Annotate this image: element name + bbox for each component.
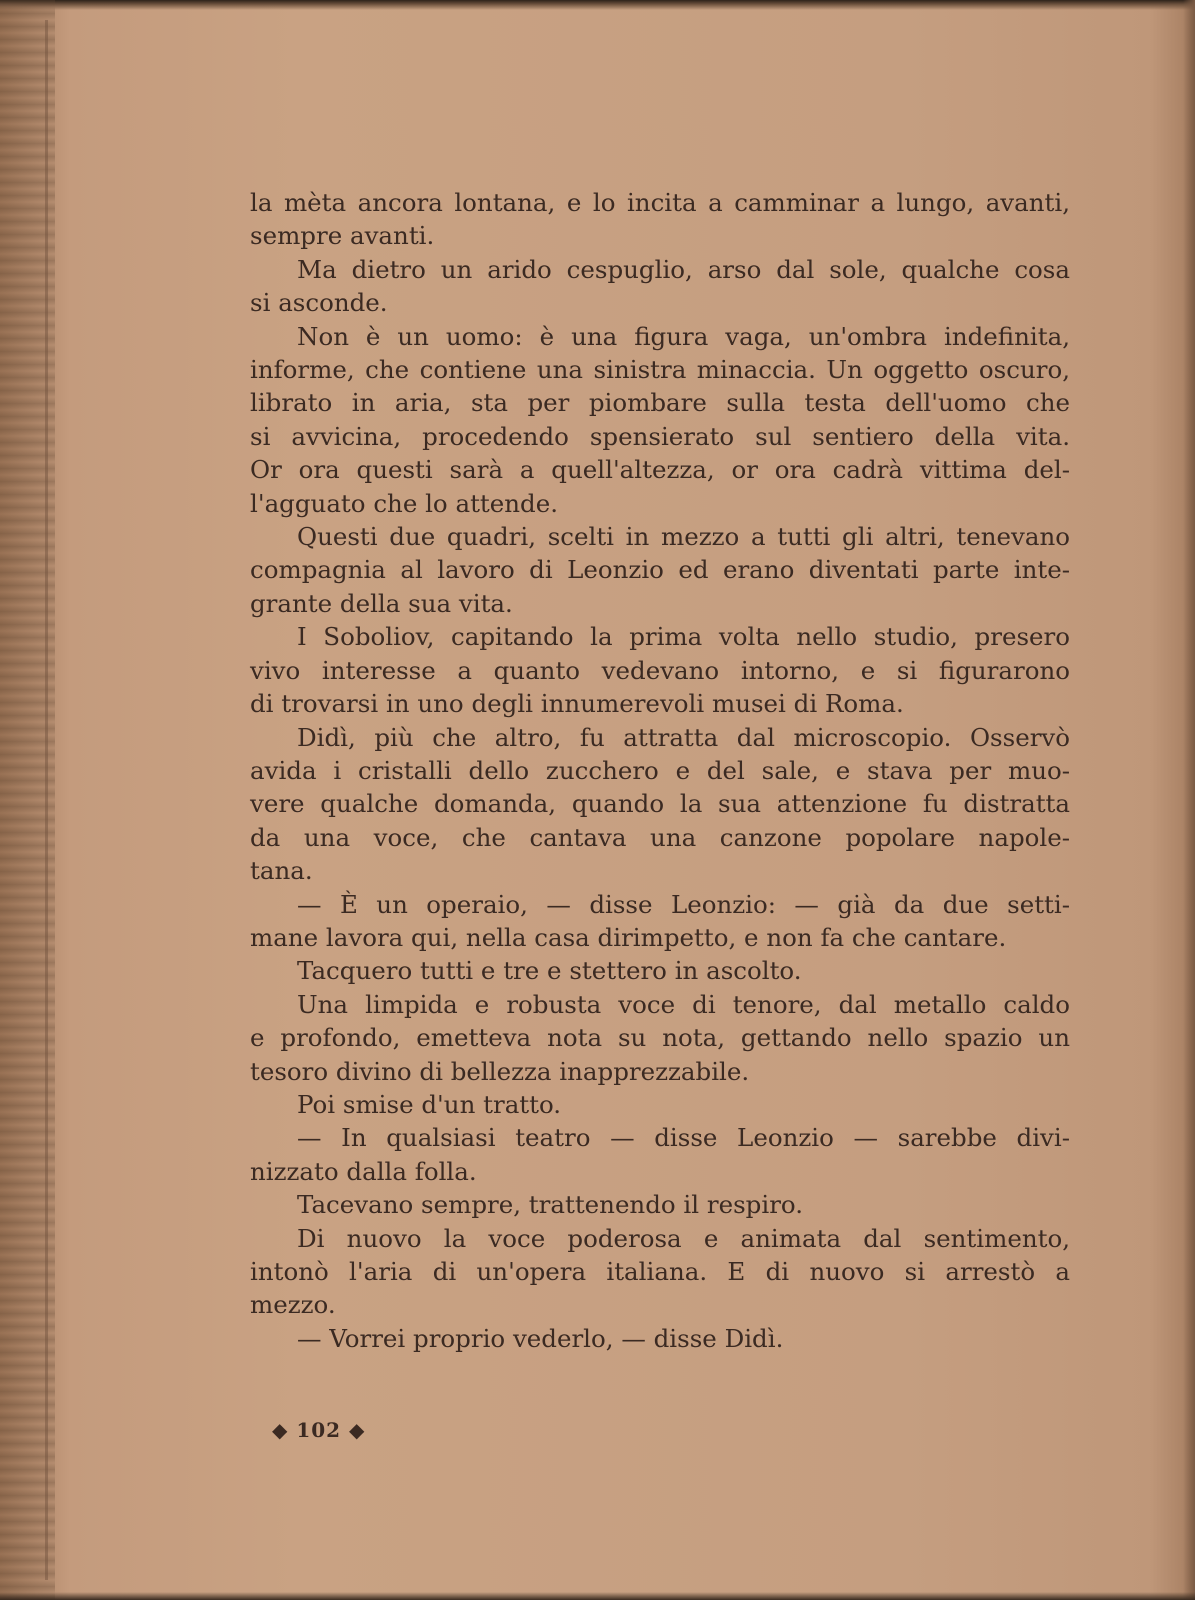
text-line: Una limpida e robusta voce di tenore, dal metallo caldo <box>297 989 1070 1019</box>
text-line: Or ora questi sarà a quell'altezza, or ora cadrà vittima del- <box>250 455 1070 485</box>
text-line: Tacquero tutti e tre e stettero in ascolto. <box>297 956 802 986</box>
page-bottom-edge <box>0 1592 1195 1600</box>
text-line: da una voce, che cantava una canzone popolare napole- <box>250 822 1070 852</box>
text-line: l'agguato che lo attende. <box>250 488 559 518</box>
text-line: intonò l'aria di un'opera italiana. E di nuovo si arrestò a <box>250 1257 1070 1286</box>
text-line: vere qualche domanda, quando la sua attenzione fu distratta <box>250 789 1070 819</box>
text-line: Di nuovo la voce poderosa e animata dal sentimento, <box>297 1223 1070 1253</box>
text-line: e profondo, emetteva nota su nota, gettando nello spazio un <box>250 1023 1070 1053</box>
text-line: vivo interesse a quanto vedevano intorno, e si figurarono <box>250 655 1070 685</box>
text-line: la mèta ancora lontana, e lo incita a camminar a lungo, avanti, <box>250 188 1070 217</box>
text-line: tesoro divino di bellezza inapprezzabile. <box>250 1056 750 1086</box>
text-line: nizzato dalla folla. <box>250 1156 477 1186</box>
text-line: Poi smise d'un tratto. <box>297 1089 562 1119</box>
text-line: avida i cristalli dello zucchero e del sale, e stava per muo- <box>250 755 1070 785</box>
text-line: Tacevano sempre, trattenendo il respiro. <box>297 1190 804 1220</box>
text-line: sempre avanti. <box>250 221 435 251</box>
text-line: tana. <box>250 856 313 886</box>
text-line: Questi due quadri, scelti in mezzo a tutti gli altri, tenevano <box>297 522 1070 552</box>
text-line: si avvicina, procedendo spensierato sul sentiero della vita. <box>250 421 1070 451</box>
page-top-edge <box>0 0 1195 10</box>
text-line: mezzo. <box>250 1290 336 1320</box>
text-line: Non è un uomo: è una figura vaga, un'ombra indefinita, <box>297 321 1070 351</box>
text-line: — È un operaio, — disse Leonzio: — già da due setti- <box>297 889 1070 919</box>
text-line: — In qualsiasi teatro — disse Leonzio — sarebbe divi- <box>297 1123 1070 1153</box>
text-line: informe, che contiene una sinistra minaccia. Un oggetto oscuro, <box>250 355 1070 385</box>
text-line: — Vorrei proprio vederlo, — disse Didì. <box>297 1323 784 1353</box>
text-line: compagnia al lavoro di Leonzio ed erano diventati parte inte- <box>250 555 1070 585</box>
text-line: Ma dietro un arido cespuglio, arso dal sole, qualche cosa <box>297 254 1070 284</box>
text-line: di trovarsi in uno degli innumerevoli musei di Roma. <box>250 689 904 719</box>
text-line: I Soboliov, capitando la prima volta nello studio, presero <box>297 622 1070 652</box>
text-line: si asconde. <box>250 288 388 318</box>
page-number: ◆ 102 ◆ <box>272 1418 366 1442</box>
text-line: grante della sua vita. <box>250 588 513 618</box>
text-line: Didì, più che altro, fu attratta dal microscopio. Osservò <box>297 722 1070 752</box>
page-fold-line <box>45 20 48 1580</box>
text-line: librato in aria, sta per piombare sulla testa dell'uomo che <box>250 388 1070 418</box>
text-line: mane lavora qui, nella casa dirimpetto, e non fa che cantare. <box>250 922 1007 952</box>
page-right-edge <box>1183 0 1195 1600</box>
body-text <box>250 186 1070 1355</box>
